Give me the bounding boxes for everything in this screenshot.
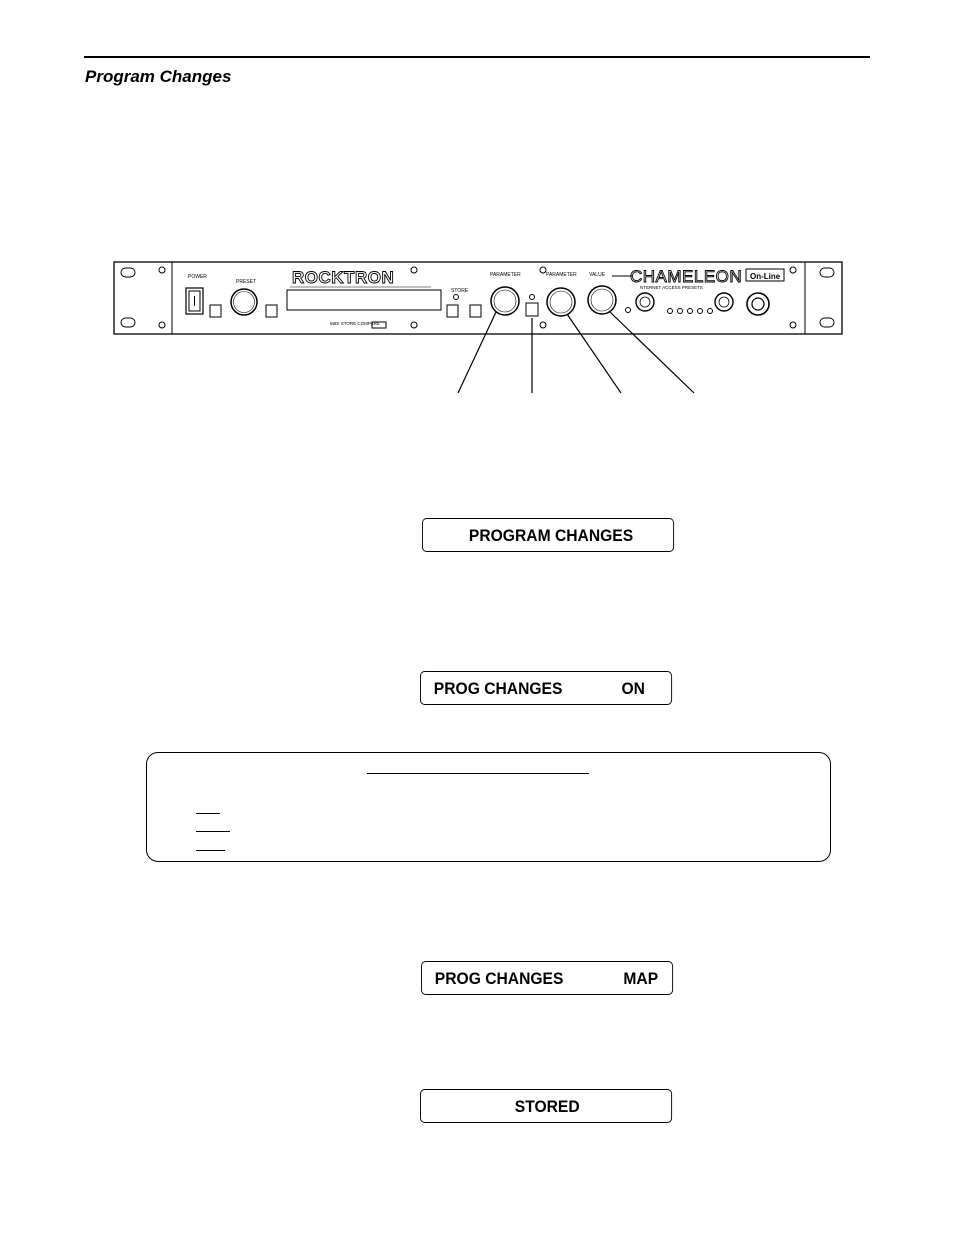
note-item-underline <box>196 850 225 851</box>
product-logo: CHAMELEON <box>630 267 743 286</box>
note-box <box>146 752 831 862</box>
lcd-value: ON <box>621 679 645 698</box>
online-badge: On-Line <box>750 272 781 281</box>
note-item-underline <box>196 813 220 814</box>
lcd-prog-changes-on <box>420 671 672 705</box>
svg-text:PRESET: PRESET <box>236 279 257 285</box>
lcd-text: PROG CHANGES <box>433 679 563 698</box>
note-heading-underline <box>367 773 589 774</box>
brand-logo: ROCKTRON <box>292 268 395 287</box>
rack-unit-front-panel-icon <box>0 0 954 420</box>
lcd-text: PROGRAM CHANGES <box>468 526 634 545</box>
svg-text:MIDI STORE COMPARE: MIDI STORE COMPARE <box>330 321 380 326</box>
svg-text:PARAMETER: PARAMETER <box>546 272 577 278</box>
lcd-value: MAP <box>623 969 659 988</box>
svg-text:VALUE: VALUE <box>589 272 606 278</box>
lcd-text: STORED <box>514 1097 580 1116</box>
section-title: Program Changes <box>85 67 232 86</box>
lcd-stored <box>420 1089 672 1123</box>
svg-text:NTERNET ACCESS PRESETS: NTERNET ACCESS PRESETS <box>640 285 703 290</box>
lcd-program-changes <box>422 518 674 552</box>
note-item-underline <box>196 831 230 832</box>
svg-text:STORE: STORE <box>451 288 469 294</box>
svg-text:PARAMETER: PARAMETER <box>490 272 521 278</box>
svg-text:POWER: POWER <box>188 274 207 280</box>
lcd-prog-changes-map <box>421 961 673 995</box>
lcd-text: PROG CHANGES <box>434 969 564 988</box>
